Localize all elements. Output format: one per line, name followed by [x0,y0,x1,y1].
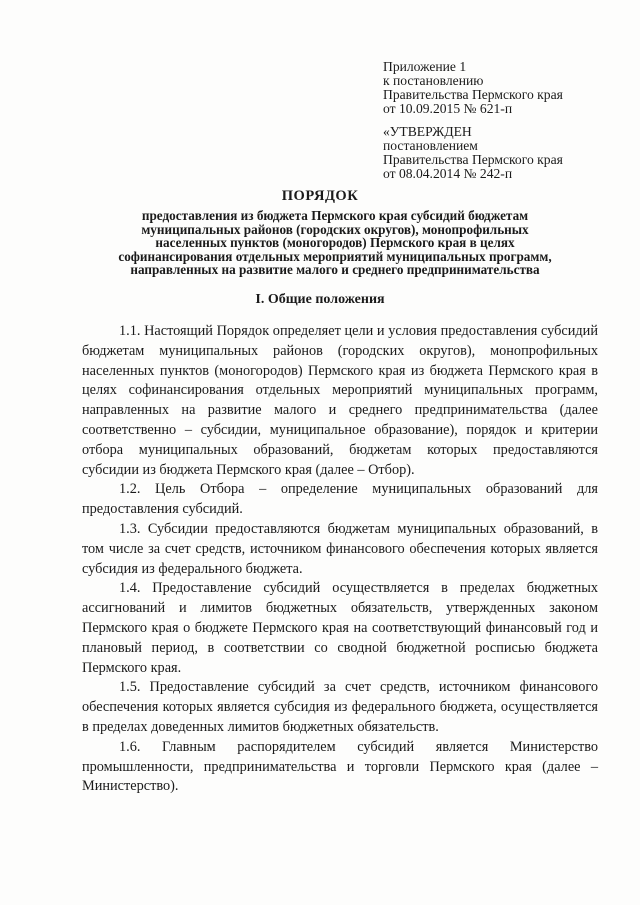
document-body [82,322,598,797]
paragraph-1-5: 1.5. Предоставление субсидий за счет средств, источником финансового обеспечения которых является субсидия из федерального бюджета, осуществляется в пределах доведенных лимитов бюджетных обязательств. [82,679,598,735]
appendix-line: Правительства Пермского края [383,87,563,102]
approved-line: постановлением [383,138,478,153]
paragraph-1-4: 1.4. Предоставление субсидий осуществляется в пределах бюджетных ассигнований и лимитов бюджетных обязательств, утвержденных законом Пермского края о бюджете Пермского края на соответствующий финансовый год и плановый период, в соответствии со сводной бюджетной росписью бюджета Пермского края. [82,580,598,676]
subtitle-line: предоставления из бюджета Пермского края субсидий бюджетам [141,208,529,223]
subtitle-line: муниципальных районов (городских округов), монопрофильных [141,221,529,237]
subtitle-line: направленных на развитие малого и среднего предпринимательства [130,262,540,278]
appendix-line: к постановлению [383,73,484,88]
approved-block [383,125,623,181]
section-heading: I. Общие положения [255,292,385,307]
approved-line: от 08.04.2014 № 242-п [383,166,513,181]
paragraph-1-1: 1.1. Настоящий Порядок определяет цели и условия предоставления субсидий бюджетам муниципальных районов (городских округов), монопрофильных населенных пунктов (моногородов) Пермского края из бюджета Пермского края в целях софинансирования отдельных мероприятий муниципальных программ, направленных на развитие малого и среднего предпринимательства (далее соответственно – субсидии, муниципальное образование), порядок и критерии отбора муниципальных образований, бюджетам которых предоставляются субсидии из бюджета Пермского края (далее – Отбор). [82,323,598,478]
paragraph-1-6: 1.6. Главным распорядителем субсидий является Министерство промышленности, предпринимательства и торговли Пермского края (далее – Министерство). [82,738,598,795]
subtitle-line: населенных пунктов (моногородов) Пермского края в целях [155,235,515,251]
document-subtitle [100,209,570,277]
paragraph-1-3: 1.3. Субсидии предоставляются бюджетам муниципальных образований, в том числе за счет средств, источником финансового обеспечения которых является субсидия из федерального бюджета. [82,520,598,577]
document-title: ПОРЯДОК [281,188,359,204]
approved-line: Правительства Пермского края [383,152,563,167]
appendix-block [383,60,623,116]
approved-line: «УТВЕРЖДЕН [383,124,472,139]
paragraph-1-2: 1.2. Цель Отбора – определение муниципальных образований для предоставления субсидий. [82,481,598,518]
appendix-line: от 10.09.2015 № 621-п [383,101,513,116]
subtitle-line: софинансирования отдельных мероприятий муниципальных программ, [118,248,552,264]
appendix-line: Приложение 1 [383,59,467,74]
